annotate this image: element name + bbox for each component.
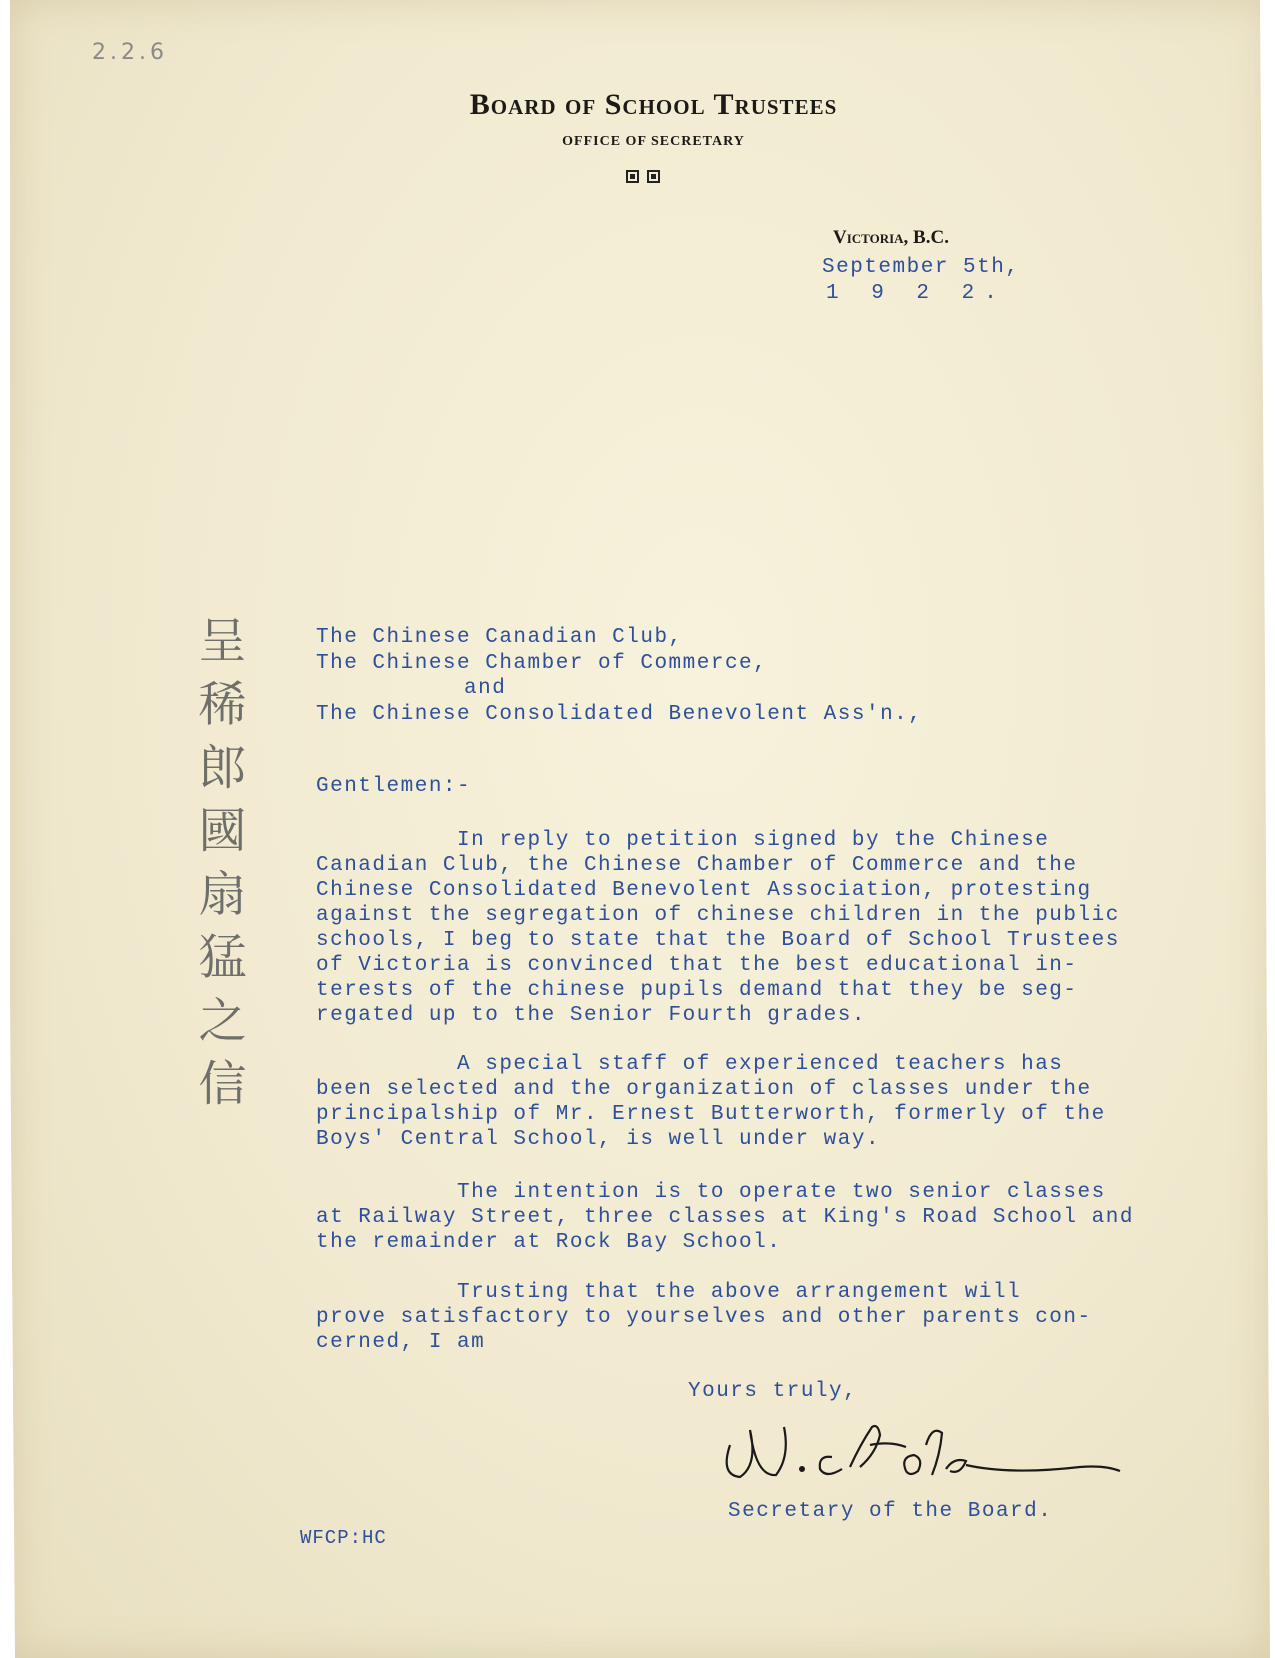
typist-initials: WFCP:HC xyxy=(300,1527,387,1549)
ornament-square-icon xyxy=(626,170,639,183)
letterhead-office: OFFICE OF SECRETARY xyxy=(562,134,745,149)
signature-image xyxy=(710,1405,1130,1495)
closing: Yours truly, xyxy=(688,1380,858,1403)
recipient-line-3: and xyxy=(464,677,507,700)
ornament-square-icon xyxy=(647,170,660,183)
body-line: the remainder at Rock Bay School. xyxy=(316,1231,782,1254)
signatory-title: Secretary of the Board. xyxy=(728,1500,1053,1523)
body-paragraph-3 xyxy=(316,1180,1196,1255)
body-paragraph-1 xyxy=(316,828,1196,1028)
salutation: Gentlemen:- xyxy=(316,775,472,798)
date-line-1: September 5th, xyxy=(822,256,1020,279)
pencil-note: 2.2.6 xyxy=(92,40,168,65)
body-line: cerned, I am xyxy=(316,1331,486,1354)
body-line: terests of the chinese pupils demand that they be seg- xyxy=(316,979,1078,1002)
body-paragraph-4 xyxy=(316,1280,1196,1355)
body-line: Chinese Consolidated Benevolent Association, protesting xyxy=(316,879,1092,902)
recipient-line-4: The Chinese Consolidated Benevolent Ass'n., xyxy=(316,703,923,726)
body-line: In reply to petition signed by the Chinese xyxy=(316,829,1050,852)
body-line: Canadian Club, the Chinese Chamber of Commerce and the xyxy=(316,854,1078,877)
date-line-2: 1 9 2 2. xyxy=(826,282,1007,305)
letterhead-place: Victoria, B.C. xyxy=(833,227,949,248)
body-line: against the segregation of chinese children in the public xyxy=(316,904,1120,927)
body-line: regated up to the Senior Fourth grades. xyxy=(316,1004,866,1027)
body-line: principalship of Mr. Ernest Butterworth, formerly of the xyxy=(316,1103,1106,1126)
body-line: Trusting that the above arrangement will xyxy=(316,1281,1022,1304)
recipient-line-2: The Chinese Chamber of Commerce, xyxy=(316,652,768,675)
body-line: at Railway Street, three classes at King's Road School and xyxy=(316,1206,1134,1229)
body-line: The intention is to operate two senior classes xyxy=(316,1181,1106,1204)
body-paragraph-2 xyxy=(316,1052,1196,1152)
body-line: schools, I beg to state that the Board of School Trustees xyxy=(316,929,1120,952)
body-line: been selected and the organization of classes under the xyxy=(316,1078,1092,1101)
body-line: of Victoria is convinced that the best educational in- xyxy=(316,954,1078,977)
letterhead-title: Board of School Trustees xyxy=(469,88,838,121)
body-line: A special staff of experienced teachers has xyxy=(316,1053,1064,1076)
body-line: Boys' Central School, is well under way. xyxy=(316,1128,881,1151)
body-line: prove satisfactory to yourselves and other parents con- xyxy=(316,1306,1092,1329)
recipient-line-1: The Chinese Canadian Club, xyxy=(316,626,683,649)
letterhead-ornament xyxy=(622,170,664,188)
handwritten-margin-note: 呈 稀 郎 國 扇 猛 之 信 xyxy=(190,615,246,1106)
